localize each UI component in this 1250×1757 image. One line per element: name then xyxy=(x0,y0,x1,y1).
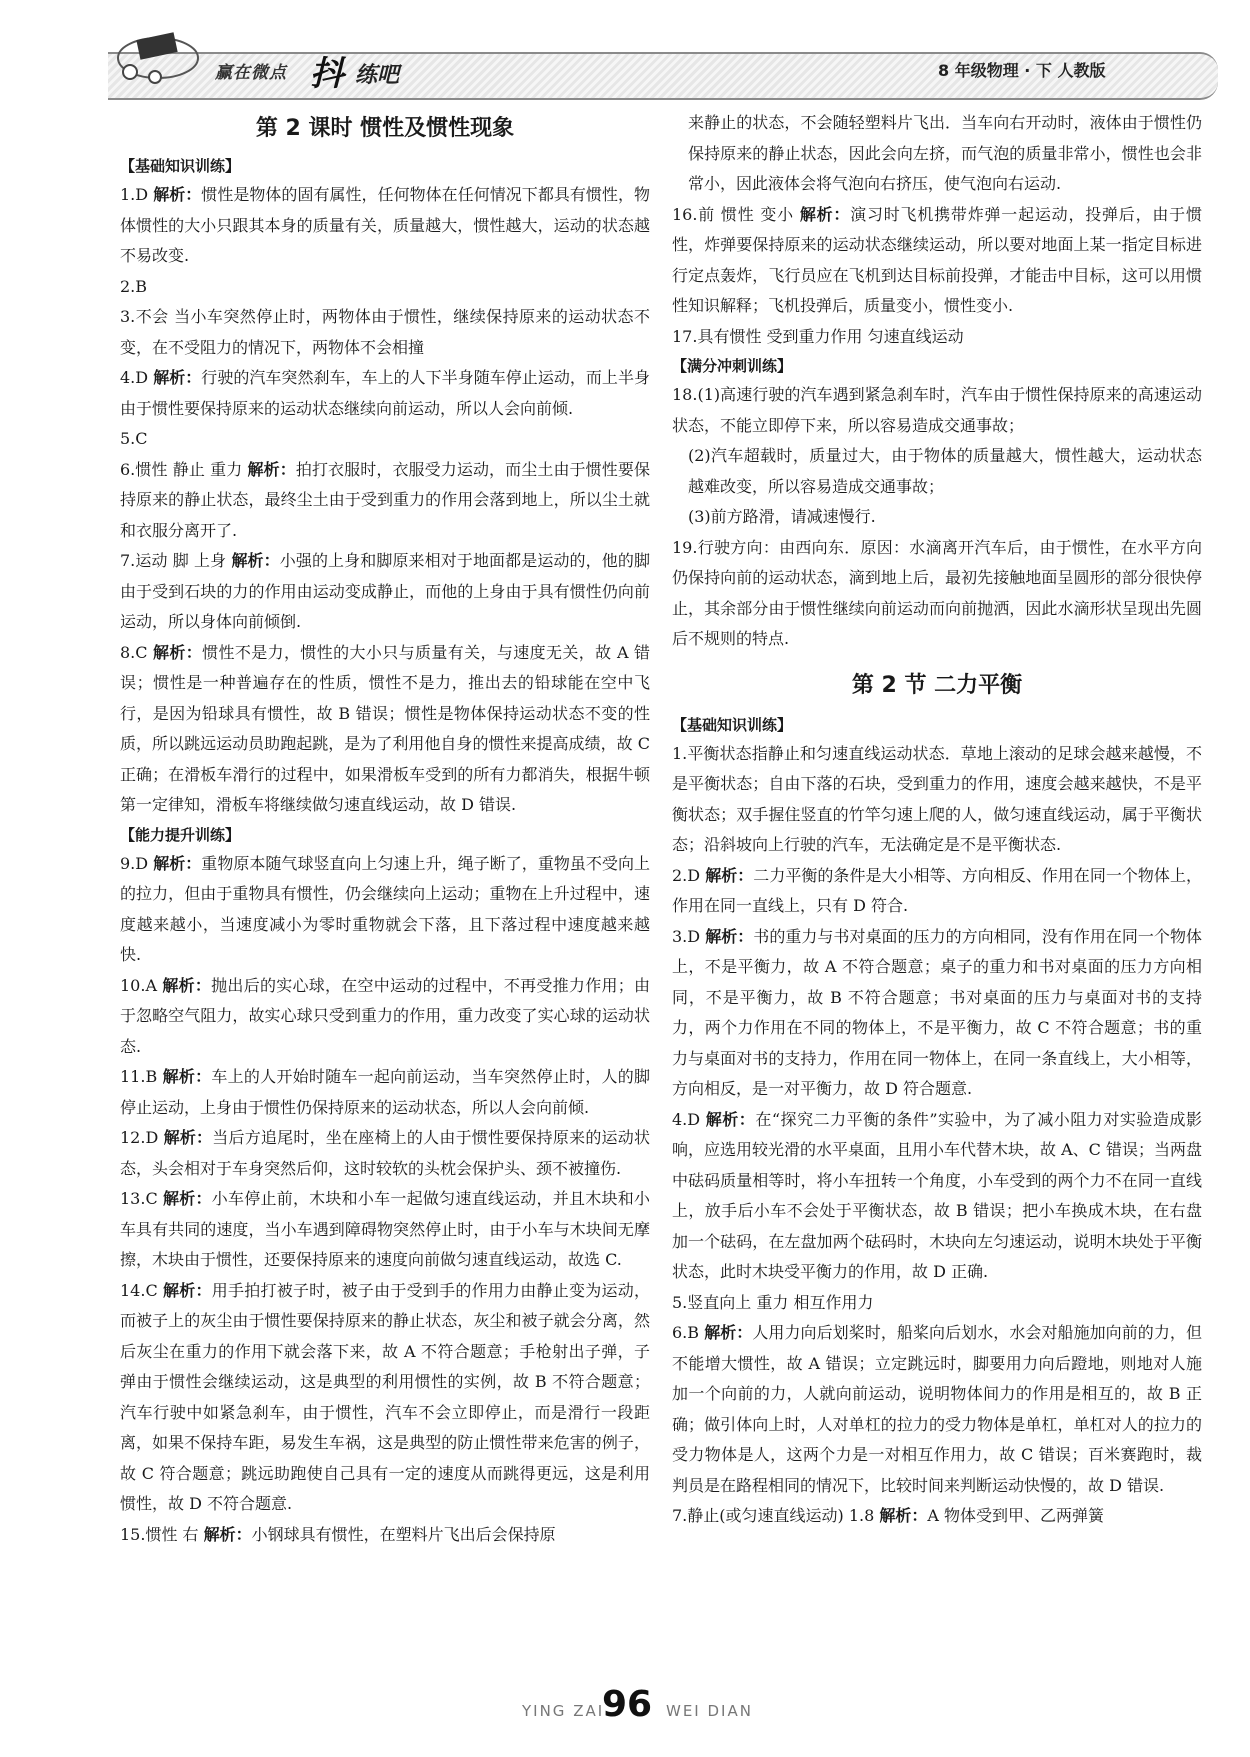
answer-choice: 竖直向上 重力 相互作用力 xyxy=(687,1292,874,1312)
analysis-label: 解析： xyxy=(163,1189,212,1208)
answer-number: 7. xyxy=(672,1506,688,1525)
subhead-ability: 【能力提升训练】 xyxy=(120,825,241,844)
answer-body: 平衡状态指静止和匀速直线运动状态．草地上滚动的足球会越来越慢，不是平衡状态；自由下落的石块，受到重力的作用，速度会越来越快，不是平衡状态；双手握住竖直的竹竿匀速上爬的人，做匀速直线运动，属于平衡状态；沿斜坡向上行驶的汽车，无法确定是不是平衡状态. xyxy=(672,743,1202,854)
answer-number: 14. xyxy=(120,1280,146,1300)
answer-item xyxy=(672,1501,1202,1532)
answer-number: 2. xyxy=(120,276,136,296)
answer-item xyxy=(120,424,650,455)
answer-item xyxy=(120,849,650,971)
answer-choice: D xyxy=(135,853,149,873)
grade-info: 8 年级物理 · 下 人教版 xyxy=(938,61,1106,80)
answer-body: 人用力向后划桨时，船桨向后划水，水会对船施加向前的力，但不能增大惯性，故 A 错误；立定跳远时，脚要用力向后蹬地，则地对人施加一个向前的力，人就向前运动，说明物体间力的作用是相互的，故 B 正确；做引体向上时，人对单杠的拉力的受力物体是单杠，单杠对人的拉力的受力物体是人，这两个力是一对相互作用力，故 C 错误；百米赛跑时，裁判员是在路程相同的情况下，比较时间来判断运动快慢的，故 D 错误. xyxy=(672,1323,1202,1495)
answer-choice: 前 惯性 变小 xyxy=(697,204,794,224)
analysis-label: 解析： xyxy=(231,551,280,570)
answer-choice: D xyxy=(135,185,149,204)
answer-number: 8. xyxy=(120,642,136,662)
answer-body: 行驶的汽车突然刹车，车上的人下半身随车停止运动，而上半身由于惯性要保持原来的运动状态继续向前运动，所以人会向前倾. xyxy=(120,368,650,418)
subhead-sprint: 【满分冲刺训练】 xyxy=(672,357,793,375)
answer-item xyxy=(120,1184,650,1276)
analysis-label: 解析： xyxy=(163,1128,213,1147)
answer-number: 4. xyxy=(672,1109,688,1129)
answer-item xyxy=(672,922,1202,1105)
logo-icon xyxy=(110,22,205,92)
answer-choice: D xyxy=(687,865,701,885)
answer-number: 15. xyxy=(120,1524,146,1544)
answer-item xyxy=(120,971,650,1063)
analysis-label: 解析： xyxy=(879,1506,928,1525)
answer-number: 3. xyxy=(672,926,688,946)
answer-item xyxy=(120,180,650,272)
answer-item xyxy=(120,455,650,547)
answer-choice: B xyxy=(687,1323,700,1342)
answer-choice: 具有惯性 受到重力作用 匀速直线运动 xyxy=(697,326,964,346)
answer-choice: B xyxy=(135,276,148,296)
answer-number: 13. xyxy=(120,1189,146,1208)
answer-item xyxy=(672,739,1202,861)
brand-name: 抖 xyxy=(310,54,344,94)
answer-item xyxy=(120,302,650,363)
answer-body: 在“探究二力平衡的条件”实验中，为了减小阻力对实验造成影响，应选用较光滑的水平桌面，且用小车代替木块，故 A、C 错误；当两盘中砝码质量相等时，将小车扭转一个角度，小车受到的两个力不在同一直线上，放手后小车不会处于平衡状态，故 B 错误；把小车换成木块，在右盘加一个砝码，在左盘加两个砝码时，木块向左匀速运动，说明木块处于平衡状态，此时木块受平衡力的作用，故 D 正确. xyxy=(672,1109,1202,1281)
subhead-basic-2: 【基础知识训练】 xyxy=(672,715,793,734)
answer-item xyxy=(120,1520,650,1551)
answer-choice: D xyxy=(687,1109,701,1129)
answer-item xyxy=(120,272,650,303)
answer-body: 行驶方向：由西向东．原因：水滴离开汽车后，由于惯性，在水平方向仍保持向前的运动状态，滴到地上后，最初先接触地面呈圆形的部分很快停止，其余部分由于惯性继续向前运动而向前抛洒，因此水滴形状呈现出先圆后不规则的特点. xyxy=(672,537,1202,648)
answer-choice: 惯性 静止 重力 xyxy=(135,459,243,479)
answer-item xyxy=(120,1276,650,1520)
answer-choice: D xyxy=(687,926,701,946)
answer-number: 4. xyxy=(120,368,136,387)
answer-body: 小钢球具有惯性，在塑料片飞出后会保持原 xyxy=(251,1524,556,1544)
answer-item xyxy=(120,546,650,638)
answer-choice: 运动 脚 上身 xyxy=(135,551,227,570)
analysis-label: 解析： xyxy=(705,1109,756,1129)
answer-choice: 静止(或匀速直线运动) 1.8 xyxy=(687,1506,875,1525)
answer-choice: D xyxy=(145,1128,159,1147)
answer-number: 6. xyxy=(120,459,136,479)
section-title-2: 第 2 节 二力平衡 xyxy=(851,672,1023,698)
answer-number: 12. xyxy=(120,1128,146,1147)
answer-item xyxy=(672,322,1202,353)
answer-item xyxy=(120,1062,650,1123)
answer-choice: C xyxy=(135,642,148,662)
answer-body: 重物原本随气球竖直向上匀速上升，绳子断了，重物虽不受向上的拉力，但由于重物具有惯性，仍会继续向上运动；重物在上升过程中，速度越来越小，当速度减小为零时重物就会下落，且下落过程中速度越来越快. xyxy=(120,853,650,964)
answer-item xyxy=(672,1105,1202,1288)
subhead-basic: 【基础知识训练】 xyxy=(120,157,241,175)
answer-number: 17. xyxy=(672,326,698,346)
brand-suffix: 练吧 xyxy=(355,62,400,88)
answer-body: 二力平衡的条件是大小相等、方向相反、作用在同一个物体上，作用在同一直线上，只有 D 符合. xyxy=(672,865,1202,915)
answer-choice: 惯性 右 xyxy=(145,1524,199,1544)
answer-choice: C xyxy=(135,429,148,448)
answer-18-part3: (3)前方路滑，请减速慢行. xyxy=(688,507,876,526)
answer-item xyxy=(672,1288,1202,1319)
answer-body: 拍打衣服时，衣服受力运动，而尘土由于惯性要保持原来的静止状态，最终尘土由于受到重力的作用会落到地上，所以尘土就和衣服分离开了. xyxy=(120,459,650,540)
answer-item xyxy=(672,533,1202,655)
analysis-label: 解析： xyxy=(153,368,202,387)
answer-choice: 不会 xyxy=(135,307,169,326)
brand-slogan: 赢在微点 xyxy=(215,63,287,83)
answer-body: 惯性不是力，惯性的大小只与质量有关，与速度无关，故 A 错误；惯性是一种普遍存在的性质，惯性不是力，推出去的铅球能在空中飞行，是因为铅球具有惯性，故 B 错误；惯性是物体保持运动状态不变的性质，所以跳远运动员助跑起跳，是为了利用他自身的惯性来提高成绩，故 C 正确；在滑板车滑行的过程中，如果滑板车受到的所有力都消失，根据牛顿第一定律知，滑板车将继续做匀速直线运动，故 D 错误. xyxy=(120,642,650,814)
answer-number: 1. xyxy=(120,185,136,204)
answer-18-part1: 18.(1)高速行驶的汽车遇到紧急刹车时，汽车由于惯性保持原来的高速运动状态，不能立即停下来，所以容易造成交通事故； xyxy=(672,385,1202,435)
section-title: 第 2 课时 惯性及惯性现象 xyxy=(255,116,515,141)
answer-choice: A xyxy=(145,975,158,995)
analysis-label: 解析： xyxy=(203,1524,252,1544)
answer-number: 9. xyxy=(120,853,136,873)
answer-item xyxy=(120,363,650,424)
answer-number: 7. xyxy=(120,551,136,570)
answer-body: 惯性是物体的固有属性，任何物体在任何情况下都具有惯性，物体惯性的大小只跟其本身的质量有关，质量越大，惯性越大，运动的状态越不易改变. xyxy=(120,185,650,265)
analysis-label: 解析： xyxy=(704,1323,753,1342)
answer-item xyxy=(672,861,1202,922)
answer-number: 10. xyxy=(120,975,146,995)
answer-choice: B xyxy=(145,1067,158,1086)
answer-number: 3. xyxy=(120,307,136,326)
answer-body: 车上的人开始时随车一起向前运动，当车突然停止时，人的脚停止运动，上身由于惯性仍保持原来的运动状态，所以人会向前倾. xyxy=(120,1067,650,1117)
answer-item xyxy=(672,1318,1202,1501)
analysis-label: 解析： xyxy=(247,459,296,479)
answer-item xyxy=(120,1123,650,1184)
analysis-label: 解析： xyxy=(705,926,754,946)
answer-18-part2: (2)汽车超载时，质量过大，由于物体的质量越大，惯性越大，运动状态越难改变，所以容易造成交通事故； xyxy=(688,446,1202,496)
footer-left-text: YING ZAI xyxy=(522,1702,605,1720)
answer-number: 19. xyxy=(672,537,698,557)
analysis-label: 解析： xyxy=(799,204,851,224)
answer-body: 演习时飞机携带炸弹一起运动，投弹后，由于惯性，炸弹要保持原来的运动状态继续运动，所以要对地面上某一指定目标进行定点轰炸，飞行员应在飞机到达目标前投弹，才能击中目标，这可以用惯性知识解释；飞机投弹后，质量变小，惯性变小. xyxy=(672,204,1202,315)
answer-number: 2. xyxy=(672,865,688,885)
analysis-label: 解析： xyxy=(153,185,202,204)
right-column xyxy=(672,108,1202,1532)
analysis-label: 解析： xyxy=(153,853,202,873)
answer-number: 1. xyxy=(672,743,688,763)
answer-number: 11. xyxy=(120,1067,146,1086)
answer-body: 小强的上身和脚原来相对于地面都是运动的，他的脚由于受到石块的力的作用由运动变成静止，而他的上身由于具有惯性仍向前运动，所以身体向前倾倒. xyxy=(120,551,650,631)
page-number: 96 xyxy=(602,1684,653,1725)
left-column xyxy=(120,108,650,1550)
answer-body: 小车停止前，木块和小车一起做匀速直线运动，并且木块和小车具有共同的速度，当小车遇到障碍物突然停止时，由于小车与木块间无摩擦，木块由于惯性，还要保持原来的速度向前做匀速直线运动，故选 C. xyxy=(120,1189,650,1269)
answer-continuation: 来静止的状态，不会随轻塑料片飞出．当车向右开动时，液体由于惯性仍保持原来的静止状态，因此会向左挤，而气泡的质量非常小，惯性也会非常小，因此液体会将气泡向右挤压，使气泡向右运动. xyxy=(688,113,1202,193)
answer-choice: C xyxy=(145,1280,158,1300)
answer-choice: C xyxy=(145,1189,158,1208)
analysis-label: 解析： xyxy=(163,1280,212,1300)
answer-body: 抛出后的实心球，在空中运动的过程中，不再受推力作用；由于忽略空气阻力，故实心球只受到重力的作用，重力改变了实心球的运动状态. xyxy=(120,975,650,1056)
footer-right-text: WEI DIAN xyxy=(666,1702,753,1720)
answer-body: 书的重力与书对桌面的压力的方向相同，没有作用在同一个物体上，不是平衡力，故 A 不符合题意；桌子的重力和书对桌面的压力方向相同，不是平衡力，故 B 不符合题意；书对桌面的压力与桌面对书的支持力，两个力作用在不同的物体上，不是平衡力，故 C 不符合题意；书的重力与桌面对书的支持力，作用在同一物体上，在同一条直线上，大小相等，方向相反，是一对平衡力，故 D 符合题意. xyxy=(672,926,1202,1098)
answer-item xyxy=(672,200,1202,322)
answer-choice: D xyxy=(135,368,149,387)
answer-item xyxy=(120,638,650,821)
analysis-label: 解析： xyxy=(162,1067,212,1086)
answer-body: 用手拍打被子时，被子由于受到手的作用力由静止变为运动，而被子上的灰尘由于惯性要保持原来的静止状态，灰尘和被子就会分离，然后灰尘在重力的作用下就会落下来，故 A 不符合题意；手枪射出子弹，子弹由于惯性会继续运动，这是典型的利用惯性的实例，故 B 不符合题意；汽车行驶中如紧急刹车，由于惯性，汽车不会立即停止，而是滑行一段距离，如果不保持车距，易发生车祸，这是典型的防止惯性带来危害的例子，故 C 符合题意；跳远助跑使自己具有一定的速度从而跳得更远，这是利用惯性，故 D 不符合题意. xyxy=(120,1280,650,1513)
analysis-label: 解析： xyxy=(162,975,212,995)
answer-body: 当小车突然停止时，两物体由于惯性，继续保持原来的运动状态不变，在不受阻力的情况下，两物体不会相撞 xyxy=(120,307,650,357)
answer-body: A 物体受到甲、乙两弹簧 xyxy=(927,1506,1105,1525)
answer-number: 5. xyxy=(120,429,136,448)
analysis-label: 解析： xyxy=(705,865,754,885)
answer-number: 5. xyxy=(672,1292,688,1312)
analysis-label: 解析： xyxy=(152,642,203,662)
answer-number: 16. xyxy=(672,204,698,224)
answer-number: 6. xyxy=(672,1323,688,1342)
answer-body: 当后方追尾时，坐在座椅上的人由于惯性要保持原来的运动状态，头会相对于车身突然后仰，这时较软的头枕会保护头、颈不被撞伤. xyxy=(120,1128,650,1178)
